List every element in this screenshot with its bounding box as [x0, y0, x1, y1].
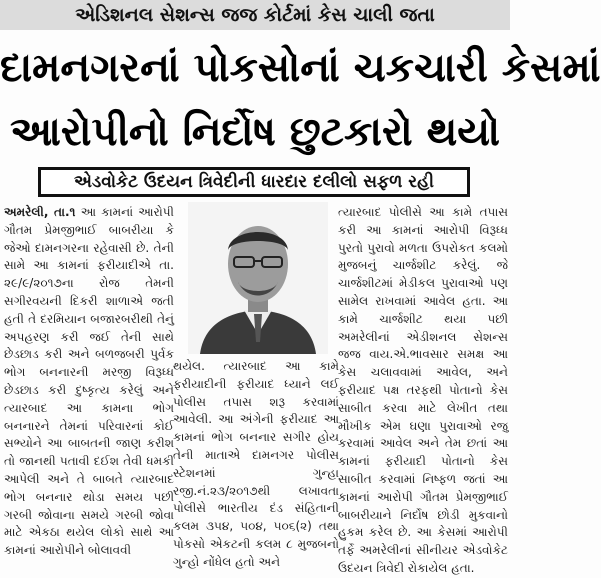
main-headline-line-1: દામનગરનાં પોકસોનાં ચકચારી કેસમાં [0, 45, 601, 91]
article-column-2 [173, 358, 339, 569]
dateline: અમરેલી, તા.૧ [4, 205, 76, 219]
column-3-text: ત્યારબાદ પોલીસે આ કામે તપાસ કરી આ કામનાં આરોપી વિરૂધ્ધ પુરતો પુરાવો મળતા ઉપરોકત કલમો મુજબનું ચાર્જશીટ કરેલું. જે ચાર્જશીટમાં મેડીકલ પુરાવાઓ પણ સામેલ રાખવામાં આવેલ હતા. આ કામે ચાર્જશીટ થયા પછી અમરેલીનાં એડીશનલ સેશન્સ જજ વાય.એ.ભાવસાર સમક્ષ આ કેસ ચલાવવામાં આવેલ, અને ફરીયાદ પક્ષ તરફથી પોતાનો કેસ સાબીત કરવા માટે લેખીત તથા મૌખીક એમ ઘણા પુરાવાઓ રજુ કરવામાં આવેલ અને તેમ છતાં આ કામનાં ફરીયાદી પોતાનો કેસ સાબીત કરવામાં નિષ્ફળ જતાં આ કામનાં આરોપી ગૌતમ પ્રેમજીભાઈ બાબરીયાને નિર્દોષ છોડી મુકવાનો હુકમ કરેલ છે. આ કેસમાં આરોપી તર્ફે અમરેલીનાં સીનીયર એડવોકેટ ઉદયન ત્રિવેદી રોકાયેલ હતા. [338, 205, 508, 575]
subheadline-box: એડવોકેટ ઉદયન ત્રિવેદીની ધારદાર દલીલો સફળ રહી [38, 167, 470, 197]
main-headline-line-2: આરોપીનો નિર્દોષ છુટકારો થયો [9, 109, 501, 155]
column-2-text: થયેલ. ત્યારબાદ આ કામે ફરીયાદીની ફરીયાદ ધ્યાને લઈ પોલીસ તપાસ શરૂ કરવામાં આવેલી. આ અંગેની ફરીયાદ આ કામનાં ભોગ બનનાર સગીર હોય તેની માતાએ દામનગર પોલીસ સ્ટેશનમાં ગુન્હા રજી.નં.૨૩/૨૦૧૭થી લખાવતા પોલીસે ભારતીય દંડ સંહિતાની કલમ ૩૫૪, ૫૦૪, ૫૦૬(૨) તથા પોકસો એકટની કલમ ૮ મુજબનો ગુન્હો નોંધેલ હતો અને [173, 359, 339, 569]
article-column-3 [338, 204, 508, 575]
kicker-headline: એડિશનલ સેશન્સ જજ કોર્ટમાં કેસ ચાલી જતા [0, 0, 510, 30]
portrait-illustration [188, 202, 328, 354]
column-1-text: આ કામનાં આરોપી ગૌતમ પ્રેમજીભાઈ બાબરીયા કે જેઓ દામનગરના રહેવાસી છે. તેની સામે આ કામનાં ફરીયાદીએ તા. ૨૯/૯/૨૦૧૭ના રોજ તેમની સગીરવયની દિકરી શાળાએ જતી હતી તે દરમિયાન બજારબરીથી તેનું અપહરણ કરી જઈ તેની સાથે છેડછાડ કરી અને બળજબરી પુર્વક ભોગ બનનારની મરજી વિરૂધ્ધ છેડછાડ કરી દુષ્કૃત્ય કરેલું અને ત્યારબાદ આ કામના ભોગ બનનારને તેમનાં પરિવારનાં કોઈ સભ્યોને આ બાબતની જાણ કરીશ તો જાનથી પતાવી દઈશ તેવી ધમકી આપેલી અને તે બાબતે ત્યારબાદ ભોગ બનનાર થોડા સમય પછી ગરબી જોવાના સમયે ગરબી જોવા માટે એકઠા થયેલ લોકો સાથે આ કામનાં આરોપીને બોલાવવી [4, 205, 174, 558]
article-column-1 [4, 204, 174, 558]
advocate-portrait-photo [188, 202, 328, 354]
